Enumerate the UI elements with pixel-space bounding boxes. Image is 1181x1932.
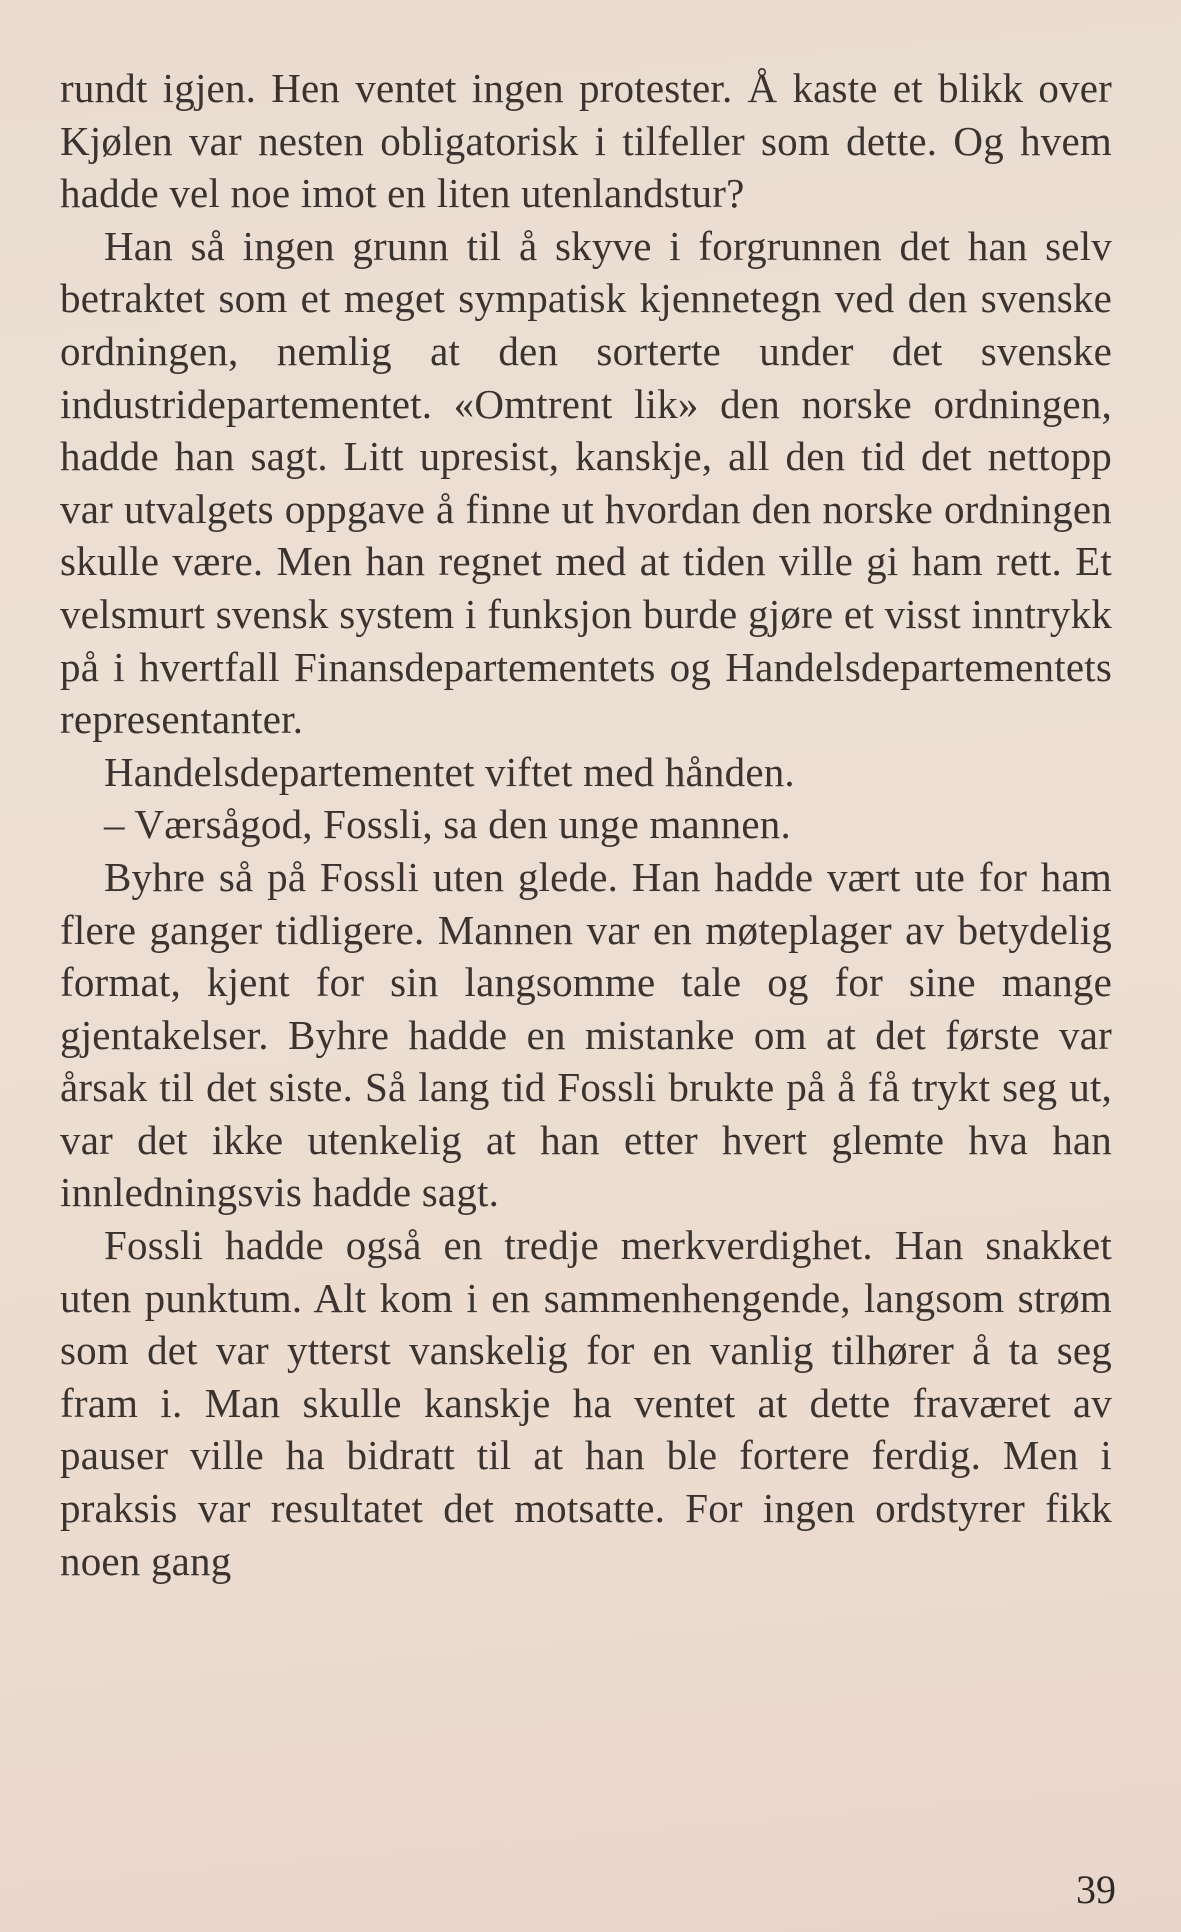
paragraph-4: – Værsågod, Fossli, sa den unge mannen. bbox=[104, 801, 791, 848]
paragraph-2: Han så ingen grunn til å skyve i forgrunnen det han selv betraktet som et meget sympatisk kjennetegn ved den svenske ordningen, nemlig at den sorterte under det svenske industridepartementet. «Omtrent lik» den norske ordningen, hadde han sagt. Litt upresist, kanskje, all den tid det nettopp var utvalgets oppgave å finne ut hvordan den norske ordningen skulle være. Men han regnet med at tiden ville gi ham rett. Et velsmurt svensk system i funksjon burde gjøre et visst inntrykk på i hvertfall Finansdepartementets og Handelsdepartementets representanter. bbox=[60, 222, 1112, 743]
page-number: 39 bbox=[1076, 1867, 1116, 1912]
paragraph-5: Byhre så på Fossli uten glede. Han hadde vært ute for ham flere ganger tidligere. Mannen var en møteplager av betydelig format, kjent for sin langsomme tale og for sine mange gjentakelser. Byhre hadde en mistanke om at det første var årsak til det siste. Så lang tid Fossli brukte på å få trykt seg ut, var det ikke utenkelig at han etter hvert glemte hva han innledningsvis hadde sagt. bbox=[60, 853, 1112, 1216]
paragraph-6: Fossli hadde også en tredje merkverdighet. Han snakket uten punktum. Alt kom i en sammenhengende, langsom strøm som det var ytterst vanskelig for en vanlig tilhører å ta seg fram i. Man skulle kanskje ha ventet at dette fraværet av pauser ville ha bidratt til at han ble fortere ferdig. Men i praksis var resultatet det motsatte. For ingen ordstyrer fikk noen gang bbox=[60, 1222, 1112, 1584]
paragraph-1: rundt igjen. Hen ventet ingen protester. Å kaste et blikk over Kjølen var nesten obligatorisk i tilfeller som dette. Og hvem hadde vel noe imot en liten utenlandstur? bbox=[60, 65, 1112, 217]
body-text bbox=[60, 62, 1112, 1587]
paragraph-3: Handelsdepartementet viftet med hånden. bbox=[104, 748, 795, 795]
